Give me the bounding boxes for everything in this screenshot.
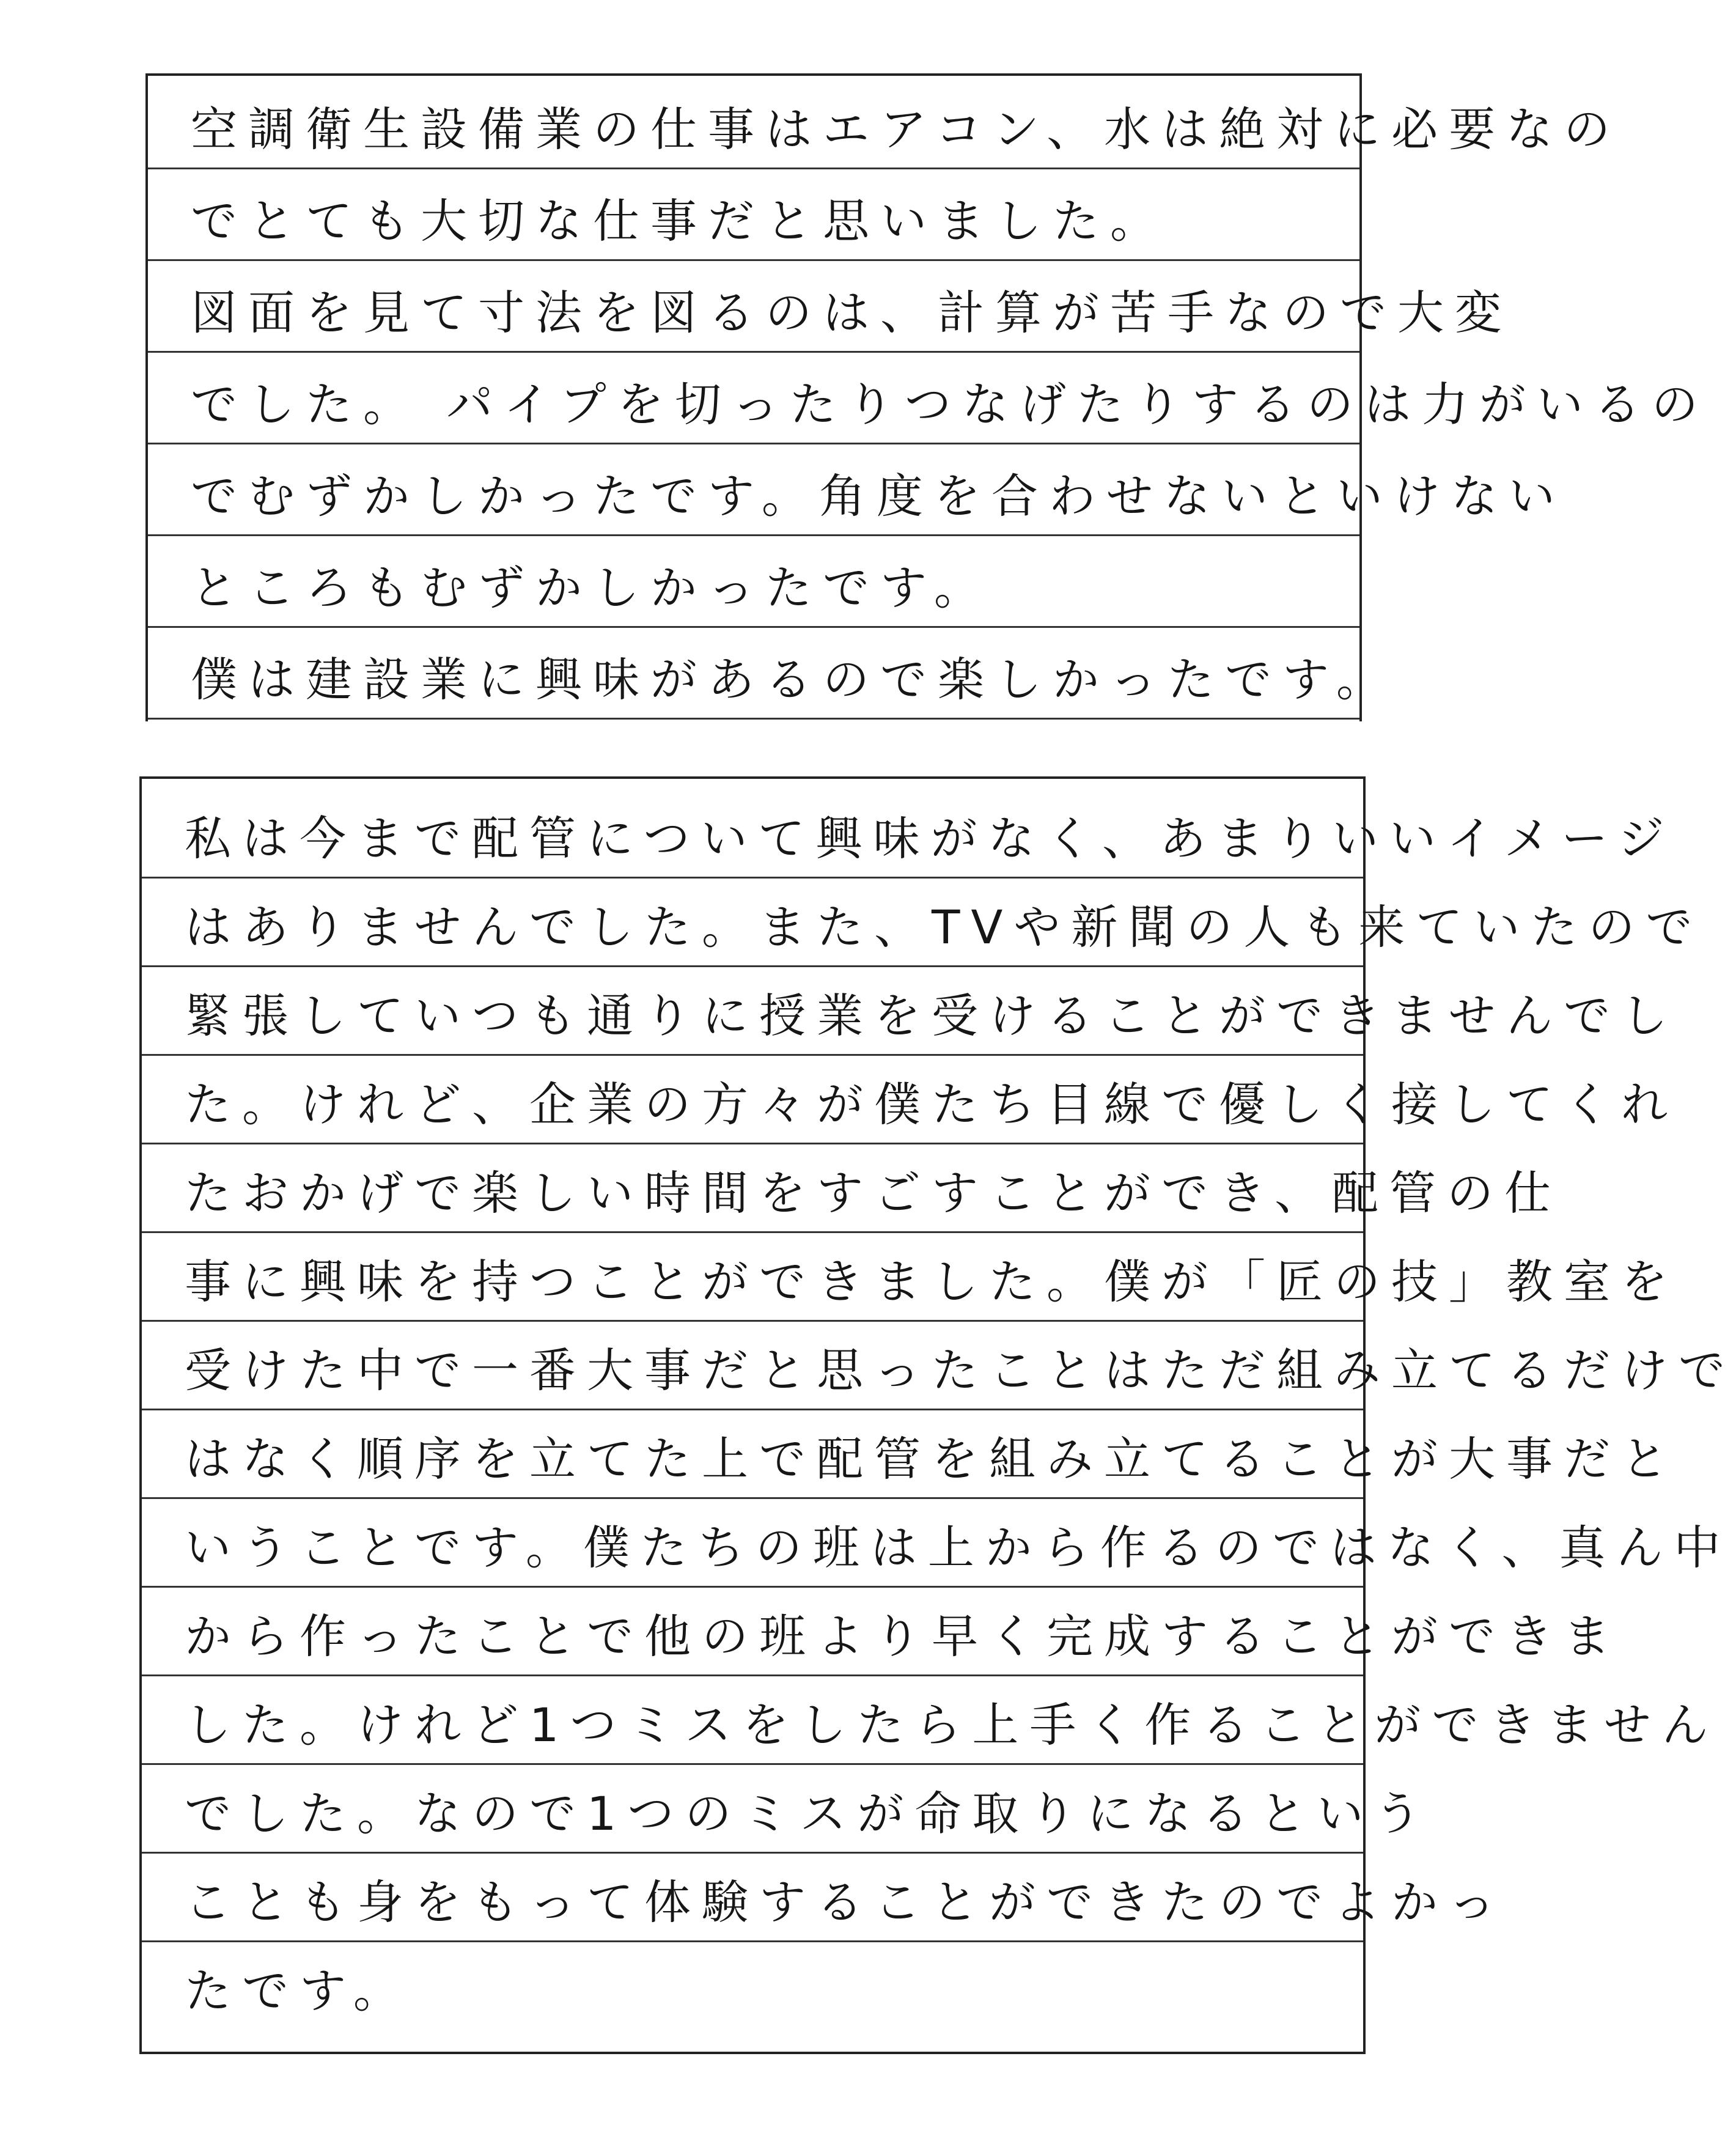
ruled-line <box>148 443 1359 444</box>
handwritten-line: ことも身をもって体験することができたのでよかっ <box>185 1875 1506 1929</box>
handwritten-line: でした。なので1つのミスが命取りになるという <box>185 1786 1432 1841</box>
ruled-line <box>148 351 1359 353</box>
handwritten-line: でとても大切な仕事だと思いました。 <box>191 194 1168 248</box>
handwritten-line: 受けた中で一番大事だと思ったことはただ組み立てるだけで <box>185 1343 1736 1398</box>
essay-box-2 <box>139 776 1736 2054</box>
ruled-line <box>142 1940 1363 1942</box>
essay-box-1 <box>145 73 1709 721</box>
handwritten-line: た。けれど、企業の方々が僕たち目線で優しく接してくれ <box>185 1077 1679 1132</box>
ruled-line <box>142 1231 1363 1233</box>
ruled-line <box>148 259 1359 261</box>
ruled-line <box>148 718 1359 720</box>
handwritten-line: はなく順序を立てた上で配管を組み立てることが大事だと <box>185 1432 1679 1486</box>
ruled-line <box>142 1054 1363 1056</box>
ruled-line <box>148 168 1359 169</box>
handwritten-line: たおかげで楽しい時間をすごすことができ、配管の仕 <box>185 1166 1562 1220</box>
handwritten-line: 事に興味を持つことができました。僕が「匠の技」教室を <box>185 1254 1679 1309</box>
ruled-line <box>142 1143 1363 1144</box>
handwritten-line: たです。 <box>185 1964 411 2018</box>
handwritten-line: はありませんでした。また、TVや新聞の人も来ていたので <box>185 900 1704 954</box>
ruled-line <box>142 1497 1363 1499</box>
ruled-line <box>148 626 1359 628</box>
handwritten-line: でむずかしかったです。角度を合わせないといけない <box>191 469 1566 523</box>
ruled-line <box>142 1763 1363 1765</box>
ruled-line <box>142 965 1363 967</box>
handwritten-line: でした。 パイプを切ったりつなげたりするのは力がいるの <box>191 377 1709 432</box>
handwritten-line: 図面を見て寸法を図るのは、計算が苦手なので大変 <box>191 285 1512 340</box>
handwritten-line: いうことです。僕たちの班は上から作るのではなく、真ん中 <box>185 1520 1732 1575</box>
handwritten-line: ところもむずかしかったです。 <box>191 561 991 615</box>
handwritten-line: から作ったことで他の班より早く完成することができま <box>185 1609 1621 1663</box>
handwritten-line: 緊張していつも通りに授業を受けることができませんでし <box>185 989 1679 1043</box>
ruled-line <box>142 1320 1363 1322</box>
ruled-line <box>142 1586 1363 1588</box>
ruled-line <box>142 1409 1363 1410</box>
ruled-line <box>142 1852 1363 1854</box>
handwritten-line: した。けれど1つミスをしたら上手く作ることができません <box>185 1698 1719 1752</box>
handwritten-line: 空調衛生設備業の仕事はエアコン、水は絶対に必要なの <box>191 102 1622 157</box>
ruled-line <box>148 534 1359 536</box>
handwritten-line: 私は今まで配管について興味がなく、あまりいいイメージ <box>185 811 1675 866</box>
handwritten-line: 僕は建設業に興味があるので楽しかったです。 <box>191 652 1394 707</box>
ruled-line <box>142 877 1363 879</box>
ruled-line <box>142 1674 1363 1676</box>
